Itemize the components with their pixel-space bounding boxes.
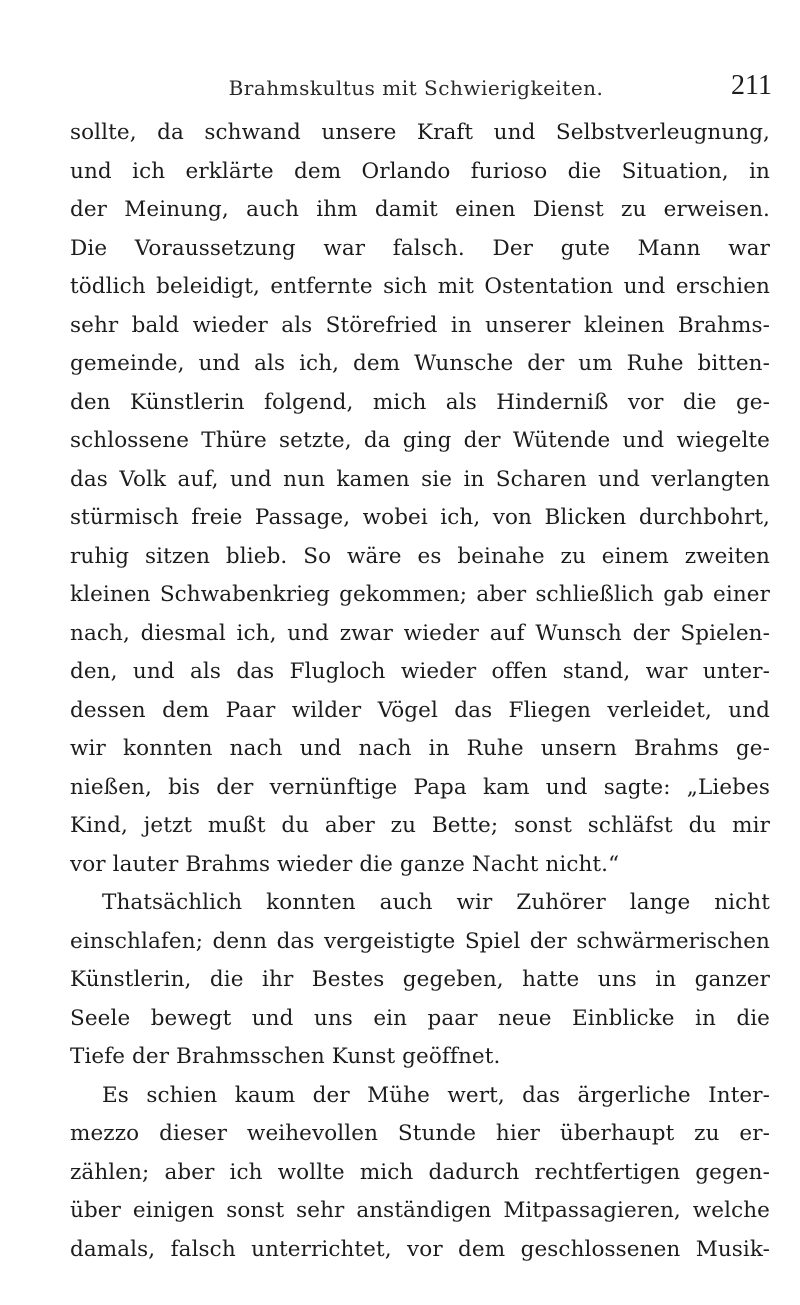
running-title: Brahmskultus mit Schwierigkeiten.: [228, 76, 604, 100]
text-line: Die Voraussetzung war falsch. Der gute Mann war: [70, 235, 770, 261]
text-line: nach, diesmal ich, und zwar wieder auf Wunsch der Spielen-: [70, 620, 770, 646]
text-line: Kind, jetzt mußt du aber zu Bette; sonst schläfst du mir: [70, 813, 770, 838]
text-line: Es schien kaum der Mühe wert, das ärgerliche Inter-: [102, 1082, 770, 1108]
text-line: den Künstlerin folgend, mich als Hinderniß vor die ge-: [70, 389, 770, 415]
text-line: Künstlerin, die ihr Bestes gegeben, hatte uns in ganzer: [70, 967, 770, 992]
text-line: sollte, da schwand unsere Kraft und Selbstverleugnung,: [70, 120, 770, 145]
text-line: gemeinde, und als ich, dem Wunsche der um Ruhe bitten-: [70, 351, 770, 376]
text-line: und ich erklärte dem Orlando furioso die Situation, in: [70, 158, 770, 184]
text-line: ruhig sitzen blieb. So wäre es beinahe zu einem zweiten: [70, 543, 770, 569]
body-text: [70, 114, 770, 1269]
text-line: zählen; aber ich wollte mich dadurch rechtfertigen gegen-: [70, 1159, 770, 1185]
text-line: mezzo dieser weihevollen Stunde hier überhaupt zu er-: [70, 1121, 770, 1146]
text-line: über einigen sonst sehr anständigen Mitpassagieren, welche: [70, 1198, 770, 1223]
page-number: 211: [731, 70, 772, 101]
text-line: stürmisch freie Passage, wobei ich, von Blicken durchbohrt,: [70, 505, 770, 530]
text-line: schlossene Thüre setzte, da ging der Wütende und wiegelte: [70, 428, 770, 453]
text-line: den, und als das Flugloch wieder offen stand, war unter-: [70, 659, 770, 684]
text-line: Seele bewegt und uns ein paar neue Einblicke in die: [70, 1005, 770, 1031]
text-line: damals, falsch unterrichtet, vor dem geschlossenen Musik-: [70, 1236, 770, 1262]
text-line: vor lauter Brahms wieder die ganze Nacht nicht.“: [70, 851, 620, 877]
text-line: das Volk auf, und nun kamen sie in Scharen und verlangten: [70, 466, 770, 492]
text-line: tödlich beleidigt, entfernte sich mit Ostentation und erschien: [70, 274, 770, 299]
text-line: einschlafen; denn das vergeistigte Spiel der schwärmerischen: [70, 928, 770, 954]
text-line: nießen, bis der vernünftige Papa kam und sagte: „Liebes: [70, 774, 770, 800]
running-head: [60, 70, 772, 110]
text-line: wir konnten nach und nach in Ruhe unsern Brahms ge-: [70, 736, 770, 761]
text-line: Tiefe der Brahmsschen Kunst geöffnet.: [70, 1044, 501, 1069]
text-line: Thatsächlich konnten auch wir Zuhörer lange nicht: [102, 890, 770, 915]
text-line: kleinen Schwabenkrieg gekommen; aber schließlich gab einer: [70, 582, 770, 607]
text-line: dessen dem Paar wilder Vögel das Fliegen verleidet, und: [70, 697, 770, 723]
text-line: sehr bald wieder als Störefried in unserer kleinen Brahms-: [70, 312, 770, 338]
text-line: der Meinung, auch ihm damit einen Dienst zu erweisen.: [70, 197, 770, 222]
